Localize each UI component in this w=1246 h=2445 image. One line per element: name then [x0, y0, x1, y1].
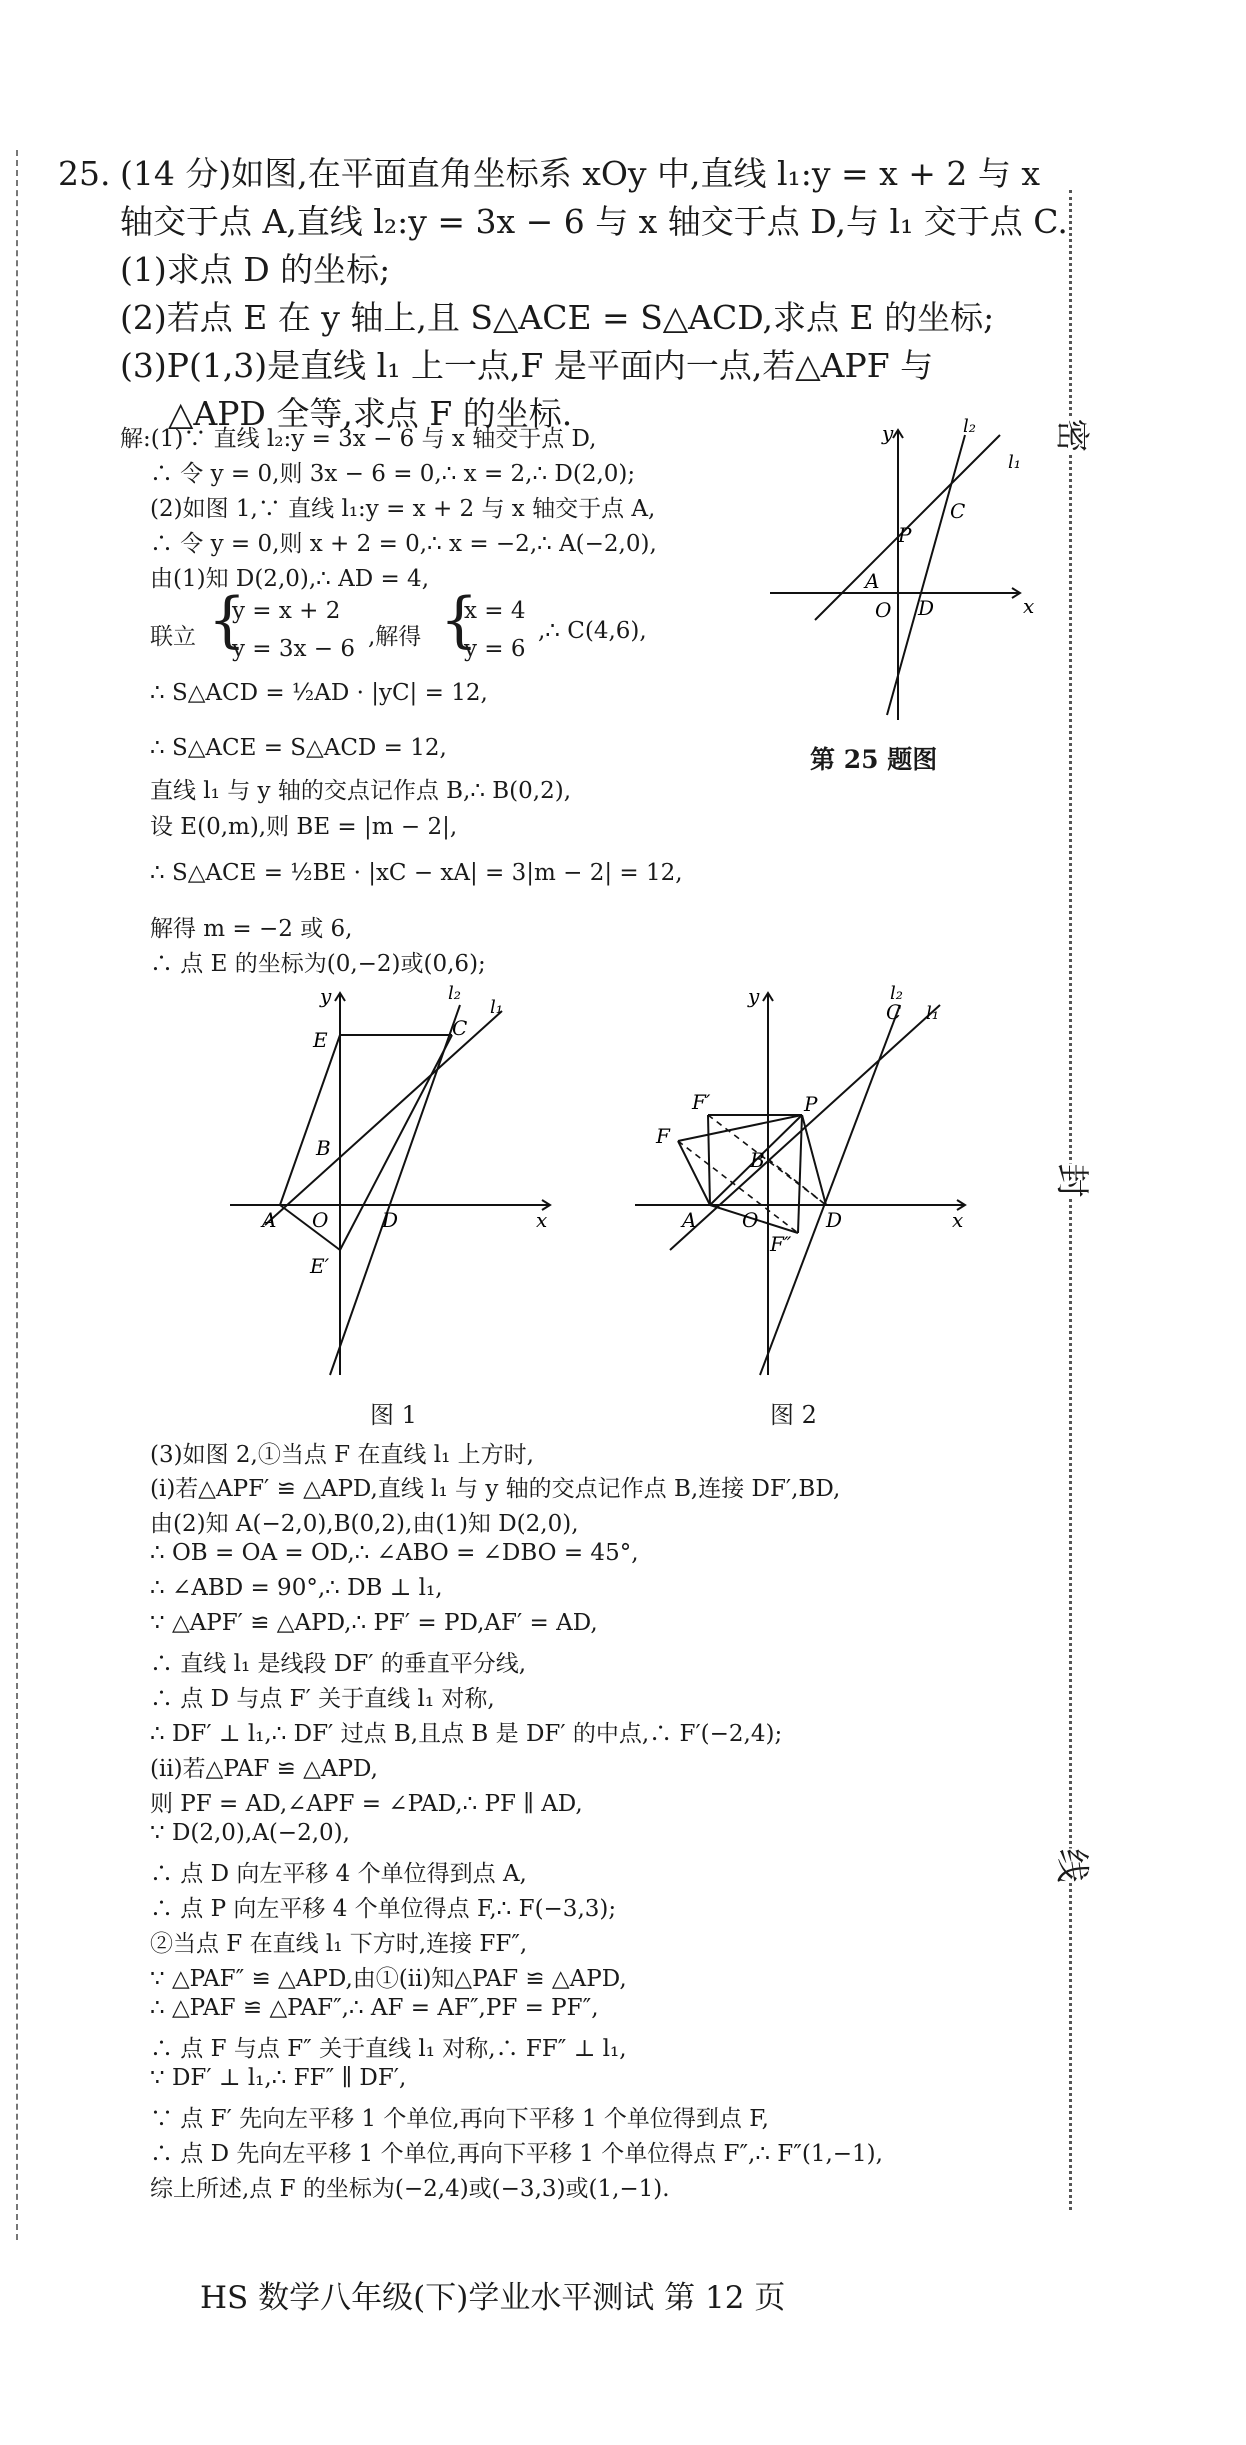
- label-C: C: [452, 1016, 468, 1040]
- solution-line: ∴ 令 y = 0,则 3x − 6 = 0,∴ x = 2,∴ D(2,0);: [150, 461, 636, 487]
- solution-line: ∴ 点 P 向左平移 4 个单位得点 F,∴ F(−3,3);: [150, 1896, 617, 1922]
- label-B: B: [316, 1136, 331, 1160]
- side-mark-feng: 封: [1045, 1164, 1106, 1198]
- label-D: D: [382, 1208, 399, 1232]
- label-P: P: [898, 523, 912, 547]
- solution-line: (3)如图 2,①当点 F 在直线 l₁ 上方时,: [150, 1442, 534, 1468]
- system-eq-1: y = x + 2: [232, 598, 341, 624]
- label-E-prime: E′: [310, 1254, 330, 1278]
- system-eq-2: y = 3x − 6: [232, 636, 356, 662]
- solution-line: ∴ 令 y = 0,则 x + 2 = 0,∴ x = −2,∴ A(−2,0),: [150, 531, 657, 557]
- figure-2: [620, 975, 980, 1395]
- solution-line: ∵ 点 F′ 先向左平移 1 个单位,再向下平移 1 个单位得到点 F,: [150, 2106, 769, 2132]
- system-solved: ,解得: [368, 624, 422, 650]
- solution-line: ∴ S△ACE = ½BE · |xC − xA| = 3|m − 2| = 12,: [150, 860, 683, 886]
- label-C: C: [886, 1000, 902, 1024]
- problem-line-2: 轴交于点 A,直线 l₂:y = 3x − 6 与 x 轴交于点 D,与 l₁ 交于点 C.: [120, 202, 1068, 241]
- line-l2: [760, 1005, 900, 1375]
- line-l2: [330, 1005, 460, 1375]
- figure-25-caption: 第 25 题图: [810, 745, 938, 774]
- solution-line: 由(2)知 A(−2,0),B(0,2),由(1)知 D(2,0),: [150, 1511, 579, 1537]
- label-F-prime: F′: [692, 1090, 711, 1114]
- solution-line: 直线 l₁ 与 y 轴的交点记作点 B,∴ B(0,2),: [150, 778, 572, 804]
- segment-AF: [678, 1141, 710, 1205]
- label-l2: l₂: [890, 983, 903, 1004]
- label-x: x: [1023, 594, 1035, 618]
- solution-line: (ii)若△PAF ≌ △APD,: [150, 1756, 378, 1782]
- question-3-part-b: △APD 全等,求点 F 的坐标.: [168, 394, 573, 433]
- solution-line: ∴ 点 F 与点 F″ 关于直线 l₁ 对称,∴ FF″ ⊥ l₁,: [150, 2036, 627, 2062]
- solution-line: ②当点 F 在直线 l₁ 下方时,连接 FF″,: [150, 1931, 528, 1957]
- label-l1: l₁: [490, 997, 503, 1018]
- figure-1-caption: 图 1: [370, 1401, 417, 1429]
- figure-25: [760, 410, 1060, 730]
- question-1: (1)求点 D 的坐标;: [120, 250, 391, 289]
- solution-line: ∴ 点 D 向左平移 4 个单位得到点 A,: [150, 1861, 527, 1887]
- segment-AF1: [708, 1115, 710, 1205]
- solution-line: 综上所述,点 F 的坐标为(−2,4)或(−3,3)或(1,−1).: [150, 2176, 670, 2202]
- figure-2-caption: 图 2: [770, 1401, 817, 1429]
- label-x: x: [536, 1208, 548, 1232]
- label-l1: l₁: [926, 1003, 939, 1024]
- solution-line: ∴ △PAF ≌ △PAF″,∴ AF = AF″,PF = PF″,: [150, 1995, 599, 2021]
- solution-line: ∴ S△ACE = S△ACD = 12,: [150, 735, 447, 761]
- label-D: D: [826, 1208, 843, 1232]
- question-3-part-a: (3)P(1,3)是直线 l₁ 上一点,F 是平面内一点,若△APF 与: [120, 346, 934, 385]
- system-sol-1: x = 4: [464, 598, 526, 624]
- label-A: A: [262, 1208, 277, 1232]
- label-O: O: [742, 1208, 759, 1232]
- label-A: A: [682, 1208, 697, 1232]
- label-C: C: [950, 499, 966, 523]
- binding-dotted-line: [1069, 190, 1072, 2210]
- solution-line: 解得 m = −2 或 6,: [150, 916, 353, 942]
- label-F: F: [656, 1124, 670, 1148]
- left-dashed-border: [16, 150, 18, 2240]
- system-suffix: ,∴ C(4,6),: [538, 618, 647, 644]
- side-mark-xian: 线: [1045, 1849, 1106, 1883]
- solution-line: 设 E(0,m),则 BE = |m − 2|,: [150, 814, 458, 840]
- label-y: y: [320, 984, 332, 1008]
- solution-line: ∵ DF′ ⊥ l₁,∴ FF″ ∥ DF′,: [150, 2065, 407, 2091]
- solution-line: ∴ 点 D 与点 F′ 关于直线 l₁ 对称,: [150, 1686, 495, 1712]
- label-A: A: [865, 569, 880, 593]
- line-l1: [265, 1011, 502, 1225]
- solution-line: 则 PF = AD,∠APF = ∠PAD,∴ PF ∥ AD,: [150, 1791, 583, 1817]
- label-F-double-prime: F″: [770, 1232, 792, 1256]
- solution-line: (i)若△APF′ ≌ △APD,直线 l₁ 与 y 轴的交点记作点 B,连接 DF′,BD,: [150, 1476, 841, 1502]
- solution-line: ∴ 点 E 的坐标为(0,−2)或(0,6);: [150, 951, 486, 977]
- label-y: y: [748, 984, 760, 1008]
- solution-line: ∴ 点 D 先向左平移 1 个单位,再向下平移 1 个单位得点 F″,∴ F″(1,−1),: [150, 2141, 883, 2167]
- page-footer: HS 数学八年级(下)学业水平测试 第 12 页: [200, 2280, 786, 2316]
- solution-line: (2)如图 1,∵ 直线 l₁:y = x + 2 与 x 轴交于点 A,: [150, 496, 656, 522]
- label-O: O: [875, 598, 892, 622]
- system-prefix: 联立: [150, 624, 196, 650]
- label-y: y: [882, 421, 894, 445]
- label-P: P: [804, 1092, 818, 1116]
- label-l1: l₁: [1008, 452, 1021, 473]
- left-brace: {: [208, 585, 247, 655]
- solution-line: ∴ S△ACD = ½AD · |yC| = 12,: [150, 680, 488, 706]
- segment-FP: [678, 1115, 802, 1141]
- label-D: D: [918, 596, 935, 620]
- figure-1: [220, 975, 560, 1395]
- solution-line: 由(1)知 D(2,0),∴ AD = 4,: [150, 566, 429, 592]
- segment-PD: [802, 1115, 826, 1205]
- solution-line: ∴ 直线 l₁ 是线段 DF′ 的垂直平分线,: [150, 1651, 527, 1677]
- solution-line: ∵ △APF′ ≌ △APD,∴ PF′ = PD,AF′ = AD,: [150, 1610, 598, 1636]
- right-brace: {: [440, 585, 479, 655]
- solution-line: ∵ D(2,0),A(−2,0),: [150, 1820, 350, 1846]
- problem-statement: [58, 150, 1068, 438]
- solution-line: ∴ DF′ ⊥ l₁,∴ DF′ 过点 B,且点 B 是 DF′ 的中点,∴ F′(−2,4);: [150, 1721, 783, 1747]
- problem-number: 25.: [58, 154, 111, 193]
- solution-line: ∴ OB = OA = OD,∴ ∠ABO = ∠DBO = 45°,: [150, 1540, 639, 1566]
- side-mark-mi: 密: [1045, 419, 1106, 453]
- question-2: (2)若点 E 在 y 轴上,且 S△ACE = S△ACD,求点 E 的坐标;: [120, 298, 995, 337]
- label-B: B: [750, 1148, 765, 1172]
- label-E: E: [313, 1028, 328, 1052]
- system-sol-2: y = 6: [464, 636, 526, 662]
- label-l2: l₂: [448, 983, 461, 1004]
- label-O: O: [312, 1208, 329, 1232]
- solution-line: ∵ △PAF″ ≌ △APD,由①(ii)知△PAF ≌ △APD,: [150, 1966, 627, 1992]
- problem-line-1: (14 分)如图,在平面直角坐标系 xOy 中,直线 l₁:y = x + 2 与 x: [120, 154, 1040, 193]
- segment-AE: [280, 1035, 340, 1205]
- solution-line: ∴ ∠ABD = 90°,∴ DB ⊥ l₁,: [150, 1575, 443, 1601]
- segment-AE2: [280, 1205, 340, 1250]
- label-l2: l₂: [963, 416, 976, 437]
- solution-line: 解:(1)∵ 直线 l₂:y = 3x − 6 与 x 轴交于点 D,: [120, 426, 597, 452]
- label-x: x: [952, 1208, 964, 1232]
